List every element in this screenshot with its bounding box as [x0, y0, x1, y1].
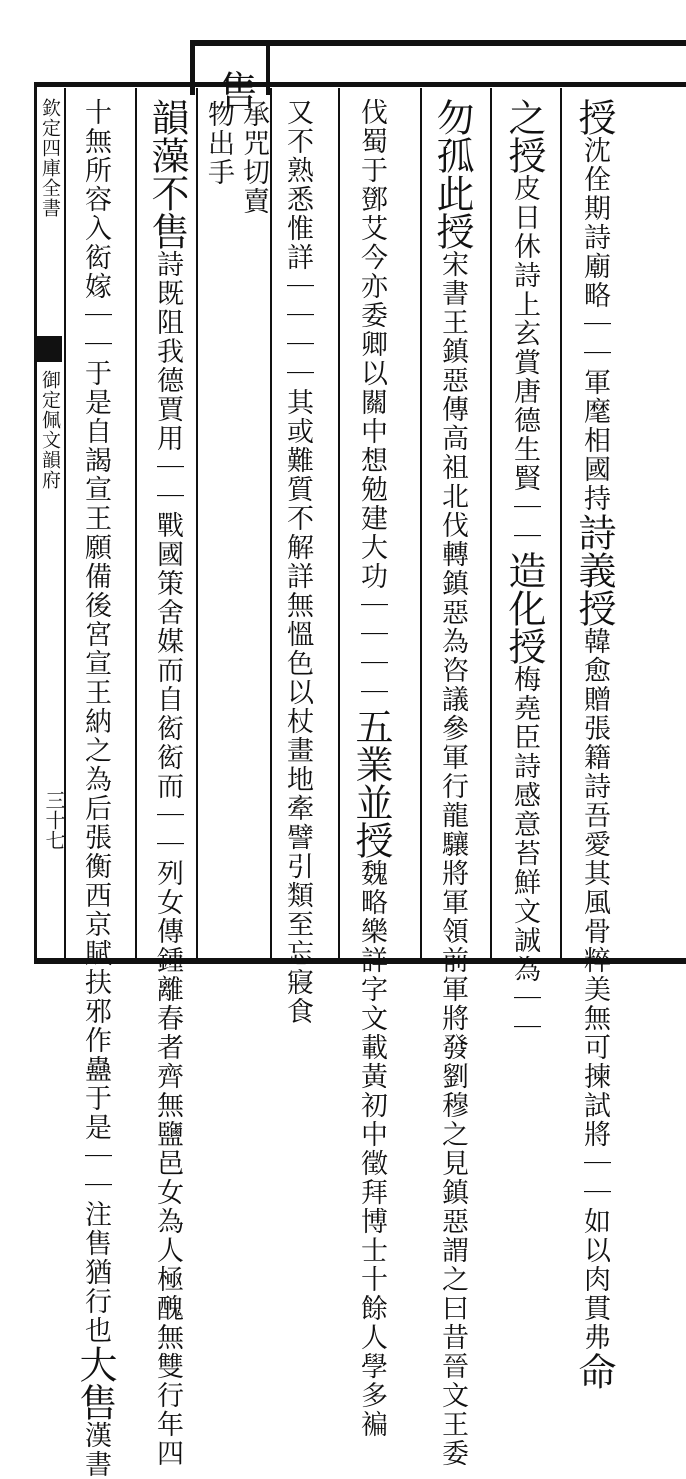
- entry-heading: 大售: [73, 1345, 117, 1421]
- entry-text: 漢書: [80, 1421, 111, 1479]
- column-rule: [196, 88, 198, 958]
- entry-heading: 造化授: [502, 551, 546, 665]
- column-rule: [338, 88, 340, 958]
- text-column-2: [502, 98, 546, 1042]
- header-box-left: [190, 40, 195, 95]
- entry-text: 詩既阻我德賈用｜｜戰國策舍媒而自衒衒而｜｜列女傳鍾離春者齊無鹽邑女為人極醜無雙行年四: [152, 250, 183, 1468]
- page-number: 三十七: [42, 790, 66, 850]
- top-border: [34, 82, 686, 87]
- entry-text: 皮日休詩上玄賞唐德生賢｜｜: [509, 174, 540, 551]
- text-column-8: [145, 98, 189, 1468]
- entry-text: 承咒切賣: [238, 100, 269, 216]
- margin-title-top: 欽定四庫全書: [39, 98, 61, 218]
- text-column-5: [284, 98, 311, 1026]
- entry-text: 宋書王鎮惡傳高祖北伐轉鎮惡為咨議參軍行龍驤將軍領前軍將發劉穆之見鎮惡謂之曰昔晉文王委: [437, 250, 468, 1468]
- entry-text: 沈佺期詩廟略｜｜軍麾相國持: [579, 136, 610, 513]
- column-rule: [560, 88, 562, 958]
- head-character: 售: [218, 69, 258, 115]
- entry-heading: 命: [572, 1352, 616, 1390]
- entry-text: 物出手: [203, 100, 234, 187]
- text-column-6: [240, 100, 267, 216]
- column-rule: [490, 88, 492, 958]
- entry-heading: 五業並授: [349, 707, 393, 859]
- column-rule: [270, 88, 272, 958]
- entry-text: 梅堯臣詩感意苔鮮文誠為｜｜: [509, 665, 540, 1042]
- entry-heading: 之授: [502, 98, 546, 174]
- text-column-4: [349, 98, 393, 1439]
- text-column-3: [430, 98, 474, 1468]
- entry-heading: 詩義授: [572, 513, 616, 627]
- top-border-upper: [190, 40, 686, 46]
- entry-text: 又不熟悉惟詳｜｜｜｜其或難質不解詳無慍色以杖畫地牽譬引類至忘寢食: [282, 98, 313, 1026]
- entry-heading: 韻藻不售: [145, 98, 189, 250]
- text-column-9: [73, 98, 117, 1479]
- entry-text: 韓愈贈張籍詩吾愛其風骨粹美無可揀試將｜｜如以肉貫弗: [579, 627, 610, 1352]
- entry-text: 魏略樂詳字文載黃初中徵拜博士十餘人學多褊: [356, 859, 387, 1439]
- entry-heading: 勿孤此授: [430, 98, 474, 250]
- header-box-right: [266, 40, 270, 95]
- text-column-7: [205, 100, 232, 187]
- margin-black-tab: [36, 336, 62, 362]
- column-rule: [135, 88, 137, 958]
- entry-text: 伐蜀于鄧艾今亦委卿以關中想勉建大功｜｜｜｜: [356, 98, 387, 707]
- entry-heading: 授: [572, 98, 616, 136]
- margin-title-bottom: 御定佩文韻府: [39, 370, 61, 490]
- left-border: [34, 82, 37, 962]
- entry-text: 十無所容入衒嫁｜｜于是自謁宣王願備後宮宣王納之為后張衡西京賦扶邪作蠱于是｜｜注售猶行也: [80, 98, 111, 1345]
- text-column-1: [572, 98, 616, 1390]
- column-rule: [420, 88, 422, 958]
